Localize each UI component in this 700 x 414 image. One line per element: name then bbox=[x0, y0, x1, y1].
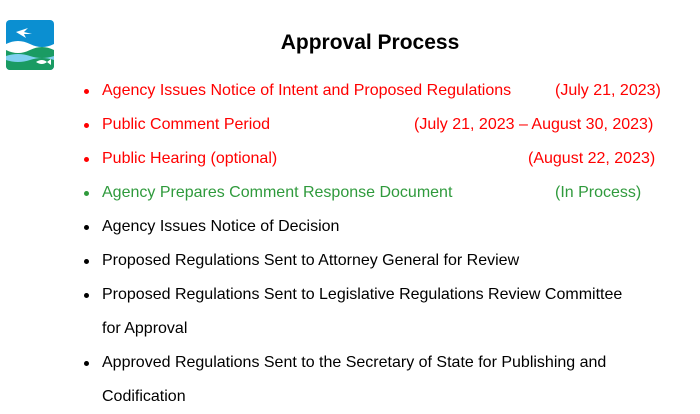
step-text-continued: Codification bbox=[102, 388, 186, 405]
step-text-continued: for Approval bbox=[102, 320, 188, 337]
step-text: Agency Issues Notice of Intent and Proposed Regulations bbox=[102, 82, 512, 99]
step-text: Public Comment Period bbox=[102, 116, 271, 133]
step-text: Proposed Regulations Sent to Legislative Regulations Review Committee bbox=[102, 286, 623, 303]
step-text: Approved Regulations Sent to the Secretary of State for Publishing and bbox=[102, 354, 607, 371]
step-text: Proposed Regulations Sent to Attorney General for Review bbox=[102, 252, 520, 269]
step-date: (August 22, 2023) bbox=[528, 150, 656, 167]
step-text: Agency Prepares Comment Response Document bbox=[102, 184, 453, 201]
step-date: (July 21, 2023) bbox=[555, 82, 661, 99]
page-title: Approval Process bbox=[280, 31, 460, 54]
step-text: Agency Issues Notice of Decision bbox=[102, 218, 340, 235]
step-text: Public Hearing (optional) bbox=[102, 150, 278, 167]
step-date: (July 21, 2023 – August 30, 2023) bbox=[414, 116, 654, 133]
step-date: (In Process) bbox=[555, 184, 642, 201]
